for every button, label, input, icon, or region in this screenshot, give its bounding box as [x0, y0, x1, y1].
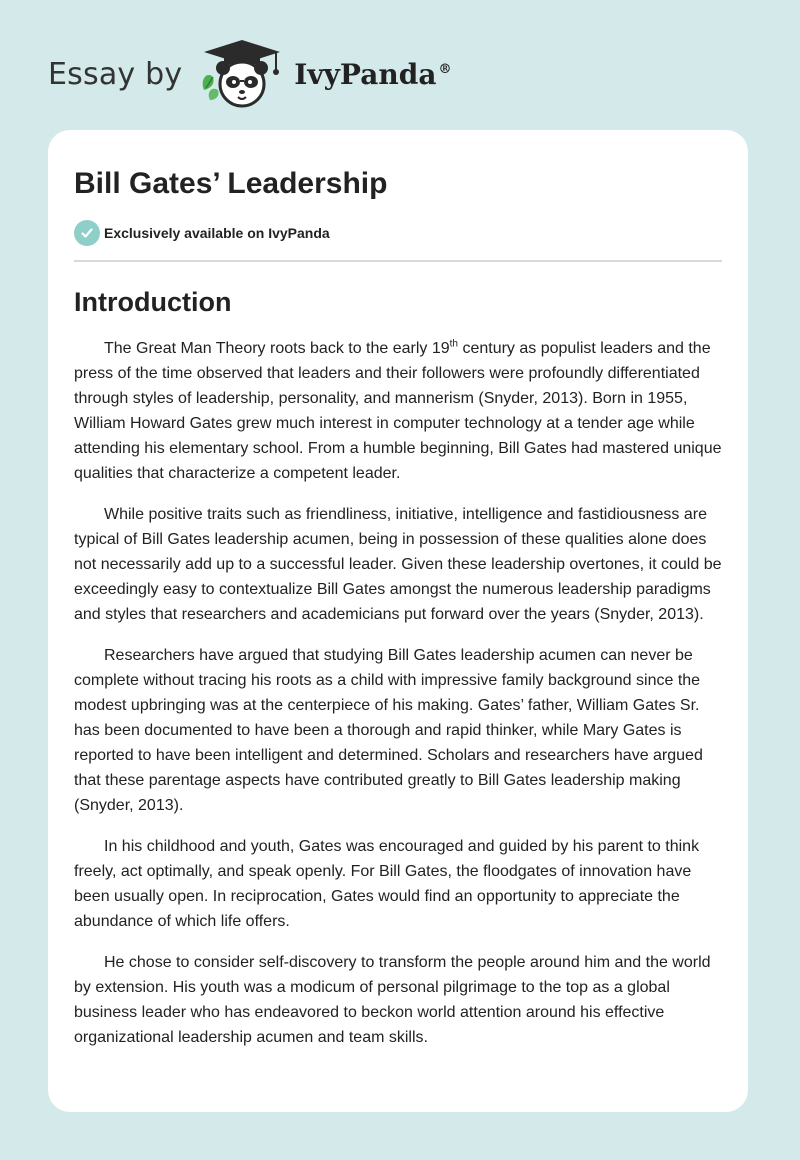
registered-mark: ®	[438, 62, 452, 78]
divider	[74, 260, 722, 262]
section-heading: Introduction	[74, 287, 232, 317]
check-icon	[74, 220, 100, 246]
paragraph-1: The Great Man Theory roots back to the early 19th century as populist leaders and the press of the time observed that leaders and their followers were profoundly differentiated through styles of leadership, personality, and mannerism (Snyder, 2013). Born in 1955, William Howard Gates grew much interest in computer technology at a tender age while attending his elementary school. From a humble beginning, Bill Gates had mastered unique qualities that characterize a competent leader.	[74, 338, 722, 482]
paragraph-2: While positive traits such as friendliness, initiative, intelligence and fastidiousness are typical of Bill Gates leadership acumen, being in possession of these qualities alone does not necessarily add up to a successful leader. Given these leadership overtones, it could be exceedingly easy to contextualize Bill Gates amongst the numerous leadership paradigms and styles that researchers and academicians put forward over the years (Snyder, 2013).	[74, 506, 722, 623]
site-header	[48, 34, 451, 114]
panda-logo-icon	[196, 38, 288, 110]
essay-by-label: Essay by	[48, 56, 183, 92]
page-title: Bill Gates’ Leadership	[74, 167, 388, 200]
essay-card	[48, 130, 748, 1112]
brand-name[interactable]: IvyPanda ®	[294, 57, 452, 91]
exclusive-label: Exclusively available on IvyPanda	[104, 225, 330, 241]
paragraph-4: In his childhood and youth, Gates was encouraged and guided by his parent to think freely, act optimally, and speak openly. For Bill Gates, the floodgates of innovation have been usually open. In reciprocation, Gates would find an opportunity to appreciate the abundance of which life offers.	[74, 838, 700, 930]
exclusive-badge	[74, 220, 722, 246]
paragraph-3: Researchers have argued that studying Bill Gates leadership acumen can never be complete without tracing his roots as a child with impressive family background since the modest upbringing was at the centerpiece of his making. Gates’ father, William Gates Sr. has been documented to have been a thorough and rapid thinker, while Mary Gates is reported to have been intelligent and determined. Scholars and researchers have argued that these parentage aspects have contributed greatly to Bill Gates leadership making (Snyder, 2013).	[74, 647, 703, 814]
paragraph-5: He chose to consider self-discovery to transform the people around him and the world by extension. His youth was a modicum of personal pilgrimage to the top as a global business leader who has endeavored to beckon world attention around his effective organizational leadership acumen and team skills.	[74, 954, 711, 1046]
superscript-th: th	[449, 338, 458, 350]
